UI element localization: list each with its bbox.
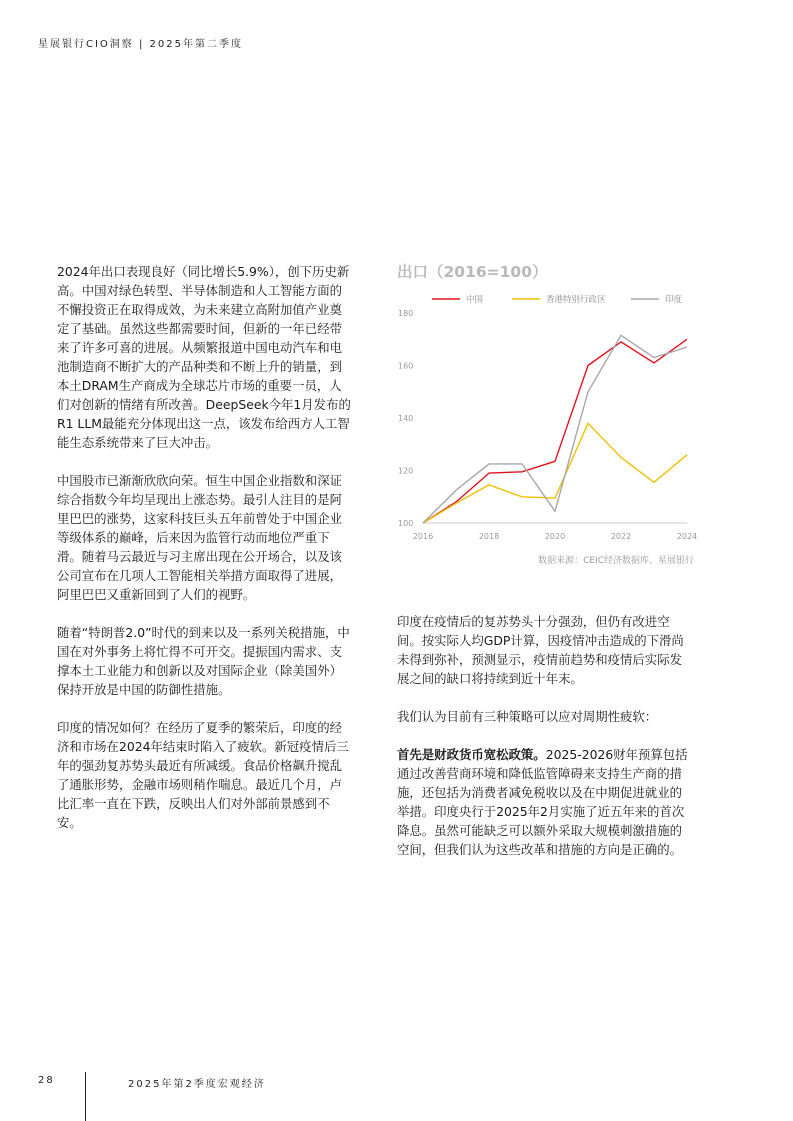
exports-line-chart [390,285,700,550]
legend-label: 香港特别行政区 [546,295,606,305]
left-column [57,262,353,851]
paragraph-fiscal-monetary [397,745,693,859]
x-tick-label: 2020 [544,532,566,541]
x-tick-label: 2022 [610,532,632,541]
x-tick-label: 2016 [412,532,434,541]
chart-source: 数据来源：CEIC经济数据库、星展银行 [538,556,694,566]
page-header: 星展银行CIO洞察 | 2025年第二季度 [38,39,243,50]
paragraph-strategies-intro: 我们认为目前有三种策略可以应对周期性疲软： [397,709,658,724]
paragraph-india-recovery: 印度在疫情后的复苏势头十分强劲，但仍有改进空间。按实际人均GDP计算，因疫情冲击造成的下滑尚未得到弥补，预测显示，疫情前趋势和疫情后实际发展之间的缺口将持续到近十年末。 [397,614,684,686]
x-tick-label: 2018 [478,532,500,541]
y-tick-label: 120 [398,466,414,476]
footer-title: 2025年第2季度宏观经济 [128,1079,266,1090]
paragraph-trump-tariffs: 随着“特朗普2.0”时代的到来以及一系列关税措施，中国在对外事务上将忙得不可开交。提振国内需求、支撑本土工业能力和创新以及对国际企业（除美国外）保持开放是中国的防御性措施。 [57,625,350,697]
y-tick-label: 140 [398,414,414,423]
paragraph-exports: 2024年出口表现良好（同比增长5.9%），创下历史新高。中国对绿色转型、半导体制造和人工智能方面的不懈投资正在取得成效，为未来建立高附加值产业奠定了基础。虽然这些都需要时间，但新的一年已经带来了许多可喜的进展。从频繁报道中国电动汽车和电池制造商不断扩大的产品种类和不断上升的销量，到本土DRAM生产商成为全球芯片市场的重要一员，人们对创新的情绪有所改善。DeepSeek今年1月发布的R1 LLM最能充分体现出这一点，该发布给西方人工智能生态系统带来了巨大冲击。 [57,264,351,450]
paragraph-body: 2025-2026财年预算包括通过改善营商环境和降低监管障碍来支持生产商的措施，还包括为消费者减免税收以及在中期促进就业的举措。印度央行于2025年2月实施了近五年来的首次降息。虽然可能缺乏可以额外采取大规模刺激措施的空间，但我们认为这些改革和措施的方向是正确的。 [397,747,688,857]
series-line-1 [423,423,687,523]
series-line-0 [423,339,687,523]
y-tick-label: 160 [398,361,414,371]
chart-title: 出口（2016=100） [397,263,548,281]
x-tick-label: 2024 [676,532,698,541]
right-column [397,612,693,878]
paragraph-india: 印度的情况如何？在经历了夏季的繁荣后，印度的经济和市场在2024年结束时陷入了疲软。新冠疫情后三年的强劲复苏势头最近有所减缓。食品价格飙升搅乱了通胀形势，金融市场则稍作喘息。最近几个月，卢比汇率一直在下跌，反映出人们对外部前景感到不安。 [57,720,349,830]
page-number: 28 [38,1075,55,1086]
legend-label: 中国 [466,295,484,305]
y-tick-label: 180 [398,309,414,318]
paragraph-stock-market: 中国股市已渐渐欣欣向荣。恒生中国企业指数和深证综合指数今年均呈现出上涨态势。最引人注目的是阿里巴巴的涨势，这家科技巨头五年前曾处于中国企业等级体系的巅峰，后来因为监管行动而地位严重下滑。随着马云最近与习主席出现在公开场合，以及该公司宣布在几项人工智能相关举措方面取得了进展，阿里巴巴又重新回到了人们的视野。 [57,473,342,602]
paragraph-lead-bold: 首先是财政货币宽松政策。 [397,747,546,762]
series-line-2 [423,335,687,523]
y-tick-label: 100 [398,519,414,528]
legend-label: 印度 [665,295,683,305]
footer-divider [85,1072,86,1121]
